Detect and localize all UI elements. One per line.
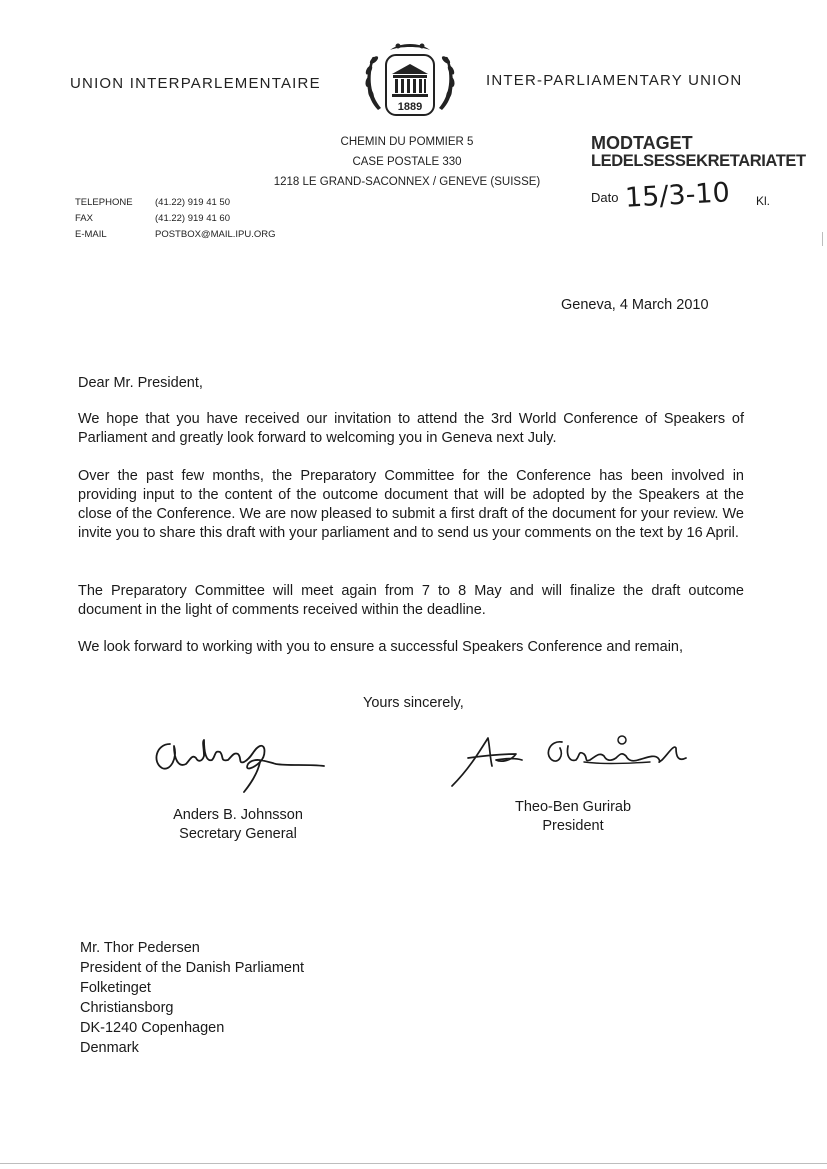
fax-value: (41.22) 919 41 60: [155, 213, 231, 224]
address-line-1: CHEMIN DU POMMIER 5: [340, 136, 474, 148]
letterhead-right-title: INTER-PARLIAMENTARY UNION: [486, 72, 743, 89]
signatory-1-title: Secretary General: [179, 826, 297, 842]
salutation: Dear Mr. President,: [78, 375, 203, 391]
body-paragraph-4: We look forward to working with you to ensure a successful Speakers Conference and remain,: [78, 639, 684, 655]
signatory-2-name: Theo-Ben Gurirab: [514, 799, 632, 815]
address-block: [270, 132, 544, 192]
telephone-value: (41.22) 919 41 50: [155, 197, 231, 208]
letter-date: Geneva, 4 March 2010: [561, 297, 709, 313]
address-line-2: CASE POSTALE 330: [352, 156, 462, 168]
scan-fold-mark: [822, 232, 823, 246]
recipient-line-5: DK-1240 Copenhagen: [80, 1020, 225, 1036]
recipient-line-3: Folketinget: [80, 980, 151, 996]
stamp-date-handwritten: 15/3-10: [624, 177, 731, 214]
email-label: E-MAIL: [75, 229, 107, 240]
body-paragraph-1: We hope that you have received our invitation to attend the 3rd World Conference of Speakers of Parliament and greatly look forward to welcoming you in Geneva next July.: [78, 411, 744, 446]
contact-labels: [75, 195, 133, 243]
contact-values: [155, 195, 276, 243]
laurel-right-icon: [439, 55, 456, 110]
signatory-1: [158, 806, 318, 844]
stamp-date-label: Dato: [591, 190, 619, 205]
recipient-line-1: Mr. Thor Pedersen: [80, 940, 200, 956]
signatory-2: [493, 798, 653, 836]
body-paragraph-3: The Preparatory Committee will meet again from 7 to 8 May and will finalize the draft outcome document in the light of comments received within the deadline.: [78, 583, 744, 618]
recipient-line-6: Denmark: [80, 1040, 139, 1056]
recipient-line-4: Christiansborg: [80, 1000, 174, 1016]
signature-gurirab: [450, 728, 700, 788]
letterhead-left-title: UNION INTERPARLEMENTAIRE: [70, 75, 321, 92]
parliament-building-icon: [392, 64, 428, 97]
laurel-left-icon: [364, 55, 381, 110]
address-line-3: 1218 LE GRAND-SACONNEX / GENEVE (SUISSE): [273, 176, 541, 188]
stamp-time-label: Kl.: [756, 194, 771, 208]
scan-bottom-edge: [0, 1163, 827, 1164]
ipu-emblem-logo: [360, 40, 460, 120]
signatory-1-name: Anders B. Johnsson: [173, 807, 303, 823]
signature-johnsson: [148, 728, 328, 798]
email-value: POSTBOX@MAIL.IPU.ORG: [155, 229, 276, 240]
body-paragraph-2: Over the past few months, the Preparatory Committee for the Conference has been involved in providing input to the content of the outcome document that will be adopted by the Speakers at the close of the Conference. We are now pleased to submit a first draft of the document for your review. We invite you to share this draft with your parliament and to send us your comments on the text by 16 April.: [78, 468, 744, 541]
signatory-2-title: President: [542, 818, 604, 834]
telephone-label: TELEPHONE: [75, 197, 133, 208]
fax-label: FAX: [75, 213, 93, 224]
stamp-line-2: LEDELSESSEKRETARIATET: [591, 152, 806, 170]
logo-year: 1889: [397, 101, 423, 113]
recipient-line-2: President of the Danish Parliament: [80, 960, 305, 976]
stamp-line-1: MODTAGET: [591, 133, 693, 153]
recipient-address: [80, 938, 304, 1058]
closing: Yours sincerely,: [363, 695, 464, 711]
